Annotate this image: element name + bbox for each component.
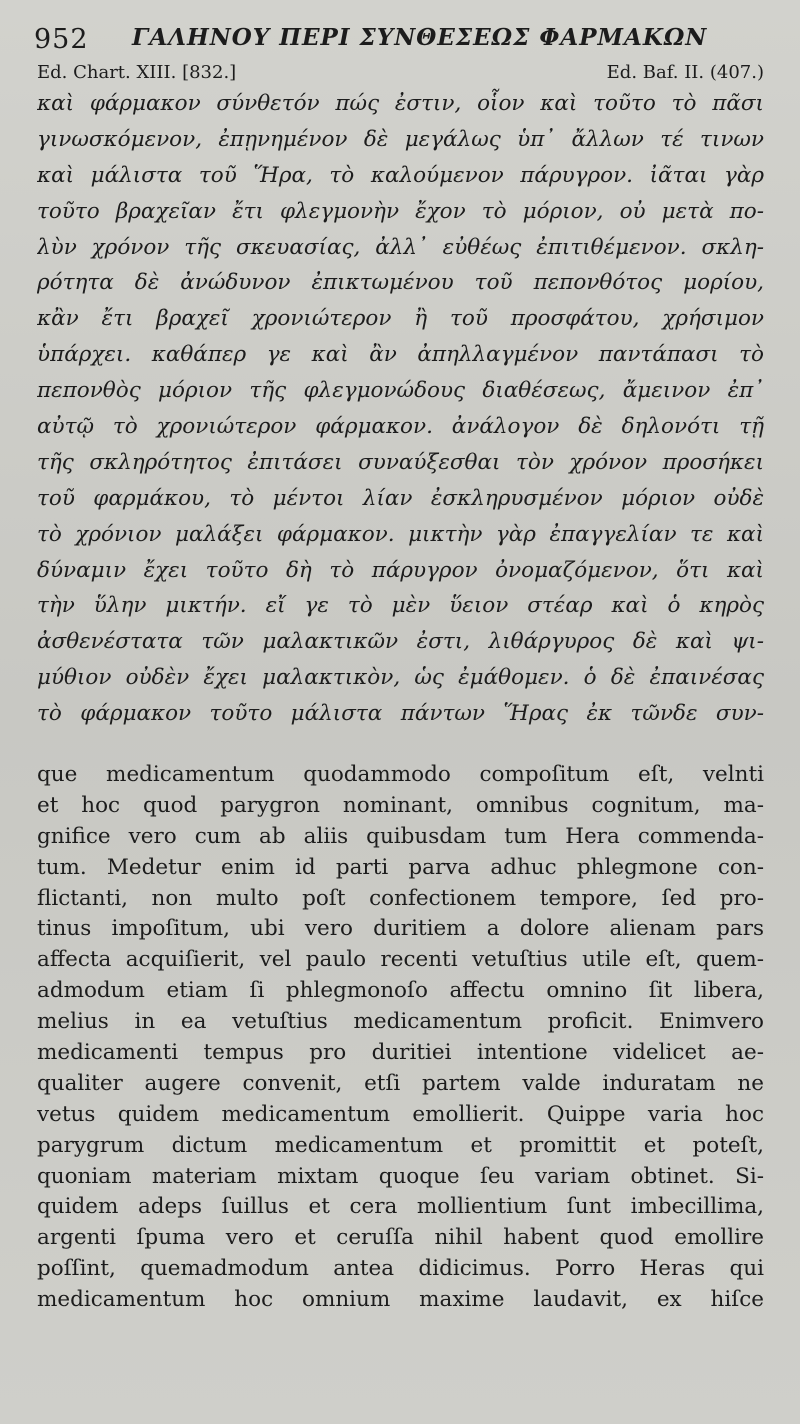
latin-line: medicamenti tempus pro duritiei intentione videlicet ae- [37, 1040, 764, 1066]
latin-line: qualiter augere convenit, etſi partem valde induratam ne [37, 1070, 764, 1096]
greek-line: ρότητα δὲ ἀνώδυνον ἐπικτωμένου τοῦ πεπονθότος μορίου, [37, 270, 764, 296]
greek-line: κἂν ἔτι βραχεῖ χρονιώτερον ἢ τοῦ προσφάτου, χρήσιμον [37, 306, 764, 332]
page-header [34, 14, 774, 54]
greek-line: δύναμιν ἔχει τοῦτο δὴ τὸ πάρυγρον ὀνομαζόμενον, ὅτι καὶ [37, 557, 764, 583]
greek-line: καὶ φάρμακον σύνθετόν πώς ἐστιν, οἷον καὶ τοῦτο τὸ πᾶσι [37, 91, 764, 116]
greek-line: αὐτῷ τὸ χρονιώτερον φάρμακον. ἀνάλογον δὲ δηλονότι τῇ [37, 414, 764, 440]
latin-line: poſſint, quemadmodum antea didicimus. Porro Heras qui [37, 1256, 764, 1282]
latin-line: admodum etiam ſi phlegmonoſo affectu omnino ſit libera, [37, 978, 764, 1004]
latin-line: vetus quidem medicamentum emollierit. Quippe varia hoc [37, 1101, 764, 1127]
latin-line: tum. Medetur enim id parti parva adhuc phlegmone con- [37, 854, 764, 880]
page-number: 952 [34, 24, 89, 55]
latin-line: affecta acquiſierit, vel paulo recenti vetuſtius utile eſt, quem- [37, 947, 764, 973]
greek-text-block [37, 86, 764, 732]
latin-line: quidem adeps ſuillus et cera mollientium ſunt imbecillima, [37, 1194, 764, 1220]
greek-line: τὸ φάρμακον τοῦτο μάλιστα πάντων Ἥρας ἐκ τῶνδε συν- [37, 701, 764, 727]
latin-line: et hoc quod parygron nominant, omnibus cognitum, ma- [37, 792, 764, 818]
latin-text-block [37, 760, 764, 1316]
greek-line: μύθιον οὐδὲν ἔχει μαλακτικὸν, ὡς ἐμάθομεν. ὁ δὲ ἐπαινέσας [37, 665, 764, 691]
greek-line: τὴν ὕλην μικτήν. εἴ γε τὸ μὲν ὕειον στέαρ καὶ ὁ κηρὸς [37, 593, 764, 619]
greek-line: πεπονθὸς μόριον τῆς φλεγμονώδους διαθέσεως, ἄμεινον ἐπ᾽ [37, 378, 764, 404]
latin-line: tinus impoſitum, ubi vero duritiem a dolore alienam pars [37, 916, 764, 942]
greek-line: τῆς σκληρότητος ἐπιτάσει συναύξεσθαι τὸν χρόνον προσήκει [37, 449, 764, 475]
greek-line: γινωσκόμενον, ἐπῃνημένον δὲ μεγάλως ὑπ᾽ ἄλλων τέ τινων [37, 126, 764, 152]
greek-line: τοῦτο βραχεῖαν ἔτι φλεγμονὴν ἔχον τὸ μόριον, οὐ μετὰ πο- [37, 198, 764, 224]
latin-line: que medicamentum quodammodo compoſitum eſt, velnti [37, 762, 764, 787]
greek-line: τὸ χρόνιον μαλάξει φάρμακον. μικτὴν γὰρ ἐπαγγελίαν τε καὶ [37, 521, 764, 547]
greek-line: λὺν χρόνον τῆς σκευασίας, ἀλλ᾽ εὐθέως ἐπιτιθέμενον. σκλη- [37, 234, 764, 260]
latin-line: quoniam materiam mixtam quoque ſeu variam obtinet. Si- [37, 1163, 764, 1189]
latin-line: medicamentum hoc omnium maxime laudavit, ex hiſce [37, 1287, 764, 1313]
latin-line: melius in ea vetuſtius medicamentum proficit. Enimvero [37, 1009, 764, 1035]
greek-line: ἀσθενέστατα τῶν μαλακτικῶν ἐστι, λιθάργυρος δὲ καὶ ψι- [37, 629, 764, 655]
latin-line: flictanti, non multo poſt confectionem tempore, ſed pro- [37, 885, 764, 911]
running-title: ΓΑΛΗΝΟΥ ΠΕΡΙ ΣΥΝΘΕΣΕΩΣ ΦΑΡΜΑΚΩΝ [132, 24, 708, 51]
edition-reference-chartier: Ed. Chart. XIII. [832.] [37, 62, 237, 83]
latin-line: gnifice vero cum ab aliis quibusdam tum Hera commenda- [37, 823, 764, 849]
latin-line: argenti ſpuma vero et ceruſſa nihil habent quod emollire [37, 1225, 764, 1251]
edition-reference-basel: Ed. Baf. II. (407.) [606, 62, 764, 83]
greek-line: ὑπάρχει. καθάπερ γε καὶ ἂν ἀπηλλαγμένον παντάπασι τὸ [37, 342, 764, 368]
latin-line: parygrum dictum medicamentum et promittit et poteſt, [37, 1132, 764, 1158]
greek-line: καὶ μάλιστα τοῦ Ἥρα, τὸ καλούμενον πάρυγρον. ἰᾶται γὰρ [37, 162, 764, 188]
edition-references [37, 62, 764, 88]
greek-line: τοῦ φαρμάκου, τὸ μέντοι λίαν ἐσκληρυσμένον μόριον οὐδὲ [37, 485, 764, 511]
